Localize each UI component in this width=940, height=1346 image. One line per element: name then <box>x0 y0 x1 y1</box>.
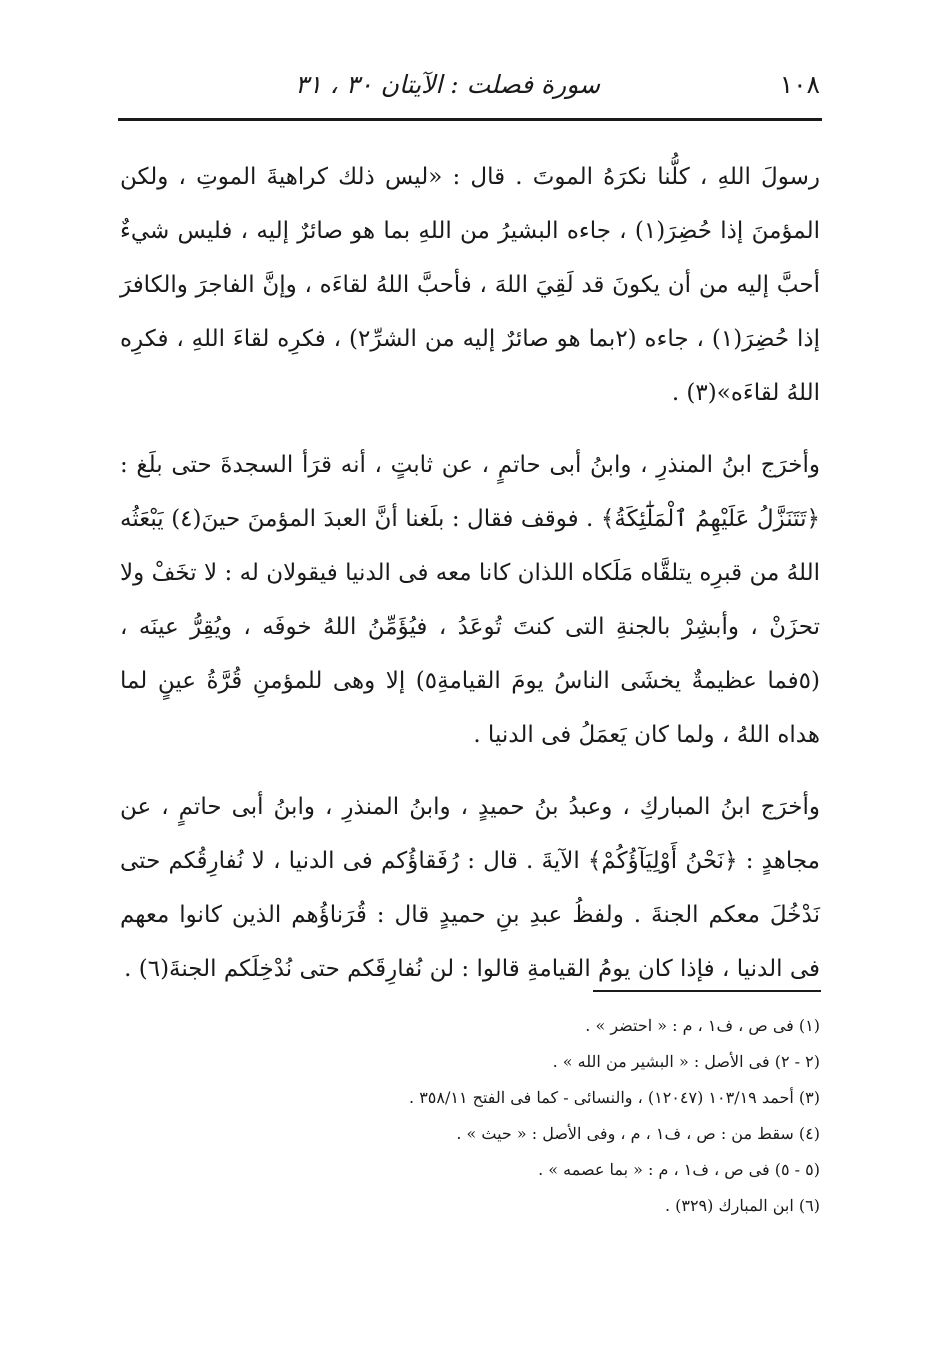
running-title: سورة فصلت : الآيتان ٣٠ ، ٣١ <box>295 70 601 99</box>
paragraph: رسولَ اللهِ ، كلُّنا نكرَهُ الموتَ . قال : «ليس ذلك كراهيةَ الموتِ ، ولكن المؤمنَ إذا حُضِرَ(١) ، جاءه البشيرُ من اللهِ بما هو صائرٌ إليه ، فليس شيءٌ أحبَّ إليه من أن يكونَ قد لَقِيَ اللهَ ، فأحبَّ اللهُ لقاءَه ، وإنَّ الفاجرَ والكافرَ إذا حُضِرَ(١) ، جاءه (٢بما هو صائرٌ إليه من الشرِّ٢) ، فكرِه لقاءَ اللهِ ، فكرِه اللهُ لقاءَه»(٣) . <box>120 164 820 406</box>
footnote: (١) فى ص ، ف١ ، م : « احتضر » . <box>585 1016 820 1035</box>
paragraph: وأخرَج ابنُ المباركِ ، وعبدُ بنُ حميدٍ ، وابنُ المنذرِ ، وابنُ أبى حاتمٍ ، عن مجاهدٍ : ﴿نَحْنُ أَوْلِيَآؤُكُمْ﴾ الآيةَ . قال : رُفَقاؤُكم فى الدنيا ، لا نُفارِقُكم حتى نَدْخُلَ معكم الجنةَ . ولفظُ عبدِ بنِ حميدٍ قال : قُرَناؤُهم الذين كانوا معهم فى الدنيا ، فإذا كان يومُ القيامةِ قالوا : لن نُفارِقَكم حتى نُدْخِلَكم الجنةَ(٦) . <box>120 794 820 982</box>
footnote: (٣) أحمد ١٠٣/١٩ (١٢٠٤٧) ، والنسائى - كما فى الفتح ٣٥٨/١١ . <box>409 1088 820 1107</box>
footnote: (٢ - ٢) فى الأصل : « البشير من الله » . <box>552 1052 820 1071</box>
footnote-separator <box>593 990 821 992</box>
paragraph: وأخرَج ابنُ المنذرِ ، وابنُ أبى حاتمٍ ، عن ثابتٍ ، أنه قرَأ السجدةَ حتى بلَغ : ﴿تَتَنَزَّلُ عَلَيْهِمُ ٱلْمَلَٰٓئِكَةُ﴾ . فوقف فقال : بلَغنا أنَّ العبدَ المؤمنَ حينَ(٤) يَبْعَثُه اللهُ من قبرِه يتلقَّاه مَلَكاه اللذان كانا معه فى الدنيا فيقولان له : لا تخَفْ ولا تحزَنْ ، وأبشِرْ بالجنةِ التى كنتَ تُوعَدُ ، فيُؤَمِّنُ اللهُ خوفَه ، ويُقِرُّ عينَه ، (٥فما عظيمةٌ يخشَى الناسُ يومَ القيامةِ٥) إلا وهى للمؤمنِ قُرَّةُ عينٍ لما هداه اللهُ ، ولما كان يَعمَلُ فى الدنيا . <box>120 452 821 748</box>
body-text <box>120 150 820 1014</box>
page-header <box>120 70 820 110</box>
footnote: (٤) سقط من : ص ، ف١ ، م ، وفى الأصل : « حيث » . <box>456 1124 820 1143</box>
footnotes <box>120 1008 820 1224</box>
footnote: (٦) ابن المبارك (٣٢٩) . <box>664 1196 820 1215</box>
page-number: ١٠٨ <box>779 70 820 99</box>
header-rule <box>118 118 822 121</box>
footnote: (٥ - ٥) فى ص ، ف١ ، م : « بما عصمه » . <box>538 1160 820 1179</box>
